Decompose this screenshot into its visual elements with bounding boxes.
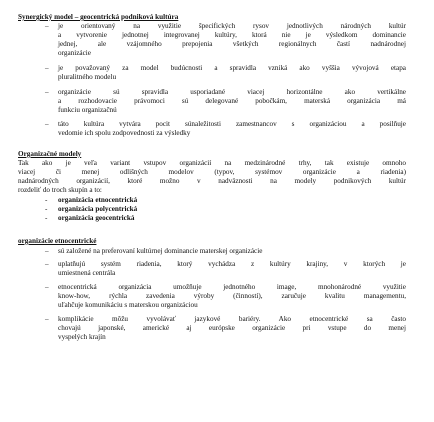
dash-marker: – [45,247,49,255]
bullet-line: a rozhodovacie právomoci sú delegované pobočkám, materská organizácia má [58,97,406,105]
paragraph-line: viacej či menej odlišných modelov (typov, systémov organizácie a riadenia) [18,168,406,176]
dash-marker: – [45,64,49,72]
bullet-line: organizácie sú spravidla usporiadané viacej horizontálne ako vertikálne [58,88,406,96]
bullet-line: funkciu organizačnú [58,106,117,114]
bullet-line: uľahčuje komunikáciu s materskou organizáciou [58,301,198,309]
bullet-line: je orientovaný na využitie špecifických rysov jednotlivých národných kultúr [58,22,406,30]
paragraph-line: rozdeliť do troch skupín a to: [18,186,102,194]
bullet-line: umiestnená centrála [58,269,116,277]
list-item-polycentricka: organizácia polycentrická [58,205,138,213]
section-heading-organizacne-modely: Organizačné modely [18,150,82,158]
bullet-line: pluralitného modelu [58,73,117,81]
bullet-line: etnocentrická organizácia umožňuje jednotného image, mnohonárodné využitie [58,283,406,291]
dash-marker: - [45,205,48,213]
dash-marker: - [45,214,48,222]
bullet-line: chovajú japonské, americké aj európske organizácie pri vstupe do menej [58,324,406,332]
bullet-line: vyspelých krajín [58,333,106,341]
bullet-line: a vytvorenie jednotnej integrovanej kultúry, ktorá nie je výsledkom dominancie [58,31,406,39]
bullet-line: táto kultúra vytvára pocit súnaležitosti zamestnancov s organizáciou a posilňuje [58,120,406,128]
paragraph-line: nadnárodných organizácií, ktoré možno v nadväznosti na modely podnikových kultúr [18,177,406,185]
bullet-line: uplatňujú systém riadenia, ktorý vychádza z kultúry krajiny, v ktorých je [58,260,406,268]
list-item-etnocentricka: organizácia etnocentrická [58,196,138,204]
bullet-line: komplikácie môžu vyvolávať jazykové bariéry. Ako etnocentrické sa často [58,315,406,323]
list-item-geocentricka: organizácia geocentrická [58,214,135,222]
paragraph-line: Tak ako je veľa variant vstupov organizácií na medzinárodné trhy, tak existuje omnoho [18,159,406,167]
dash-marker: – [45,260,49,268]
bullet-line: organizácie [58,49,91,57]
dash-marker: – [45,283,49,291]
dash-marker: – [45,88,49,96]
bullet-line: vedomie ich spolu zodpovednosti za výsledky [58,129,191,137]
bullet-line: sú založené na preferovaní kultúrnej dominancie materskej organizácie [58,247,263,255]
bullet-line: know-how, rýchla zavedenia výroby (činností), zaručuje kvalitu managementu, [58,292,406,300]
section-heading-etnocentricke: organizácie etnocentrické [18,237,97,245]
dash-marker: – [45,22,49,30]
bullet-line: je považovaný za model budúcnosti a spravidla vzniká ako vyššia vývojová etapa [58,64,406,72]
dash-marker: – [45,120,49,128]
bullet-line: jednej, ale vzájomného prepojenia všetkých regionálnych častí nadnárodnej [58,40,406,48]
section-heading-synergicky: Synergický model – geocentrická podniková kultúra [18,13,179,21]
dash-marker: - [45,196,48,204]
dash-marker: – [45,315,49,323]
